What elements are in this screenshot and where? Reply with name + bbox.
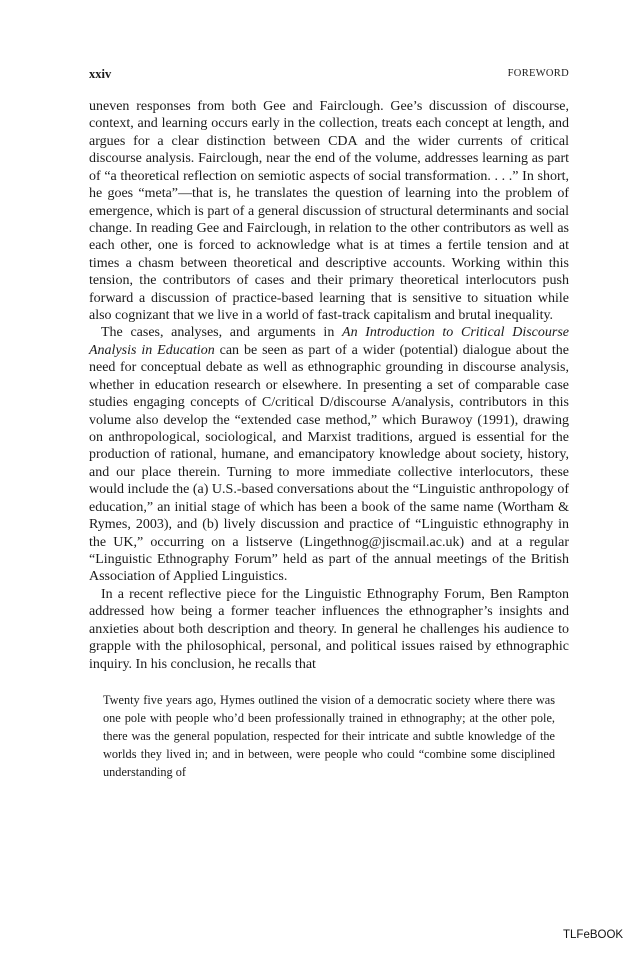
paragraph-3: In a recent reflective piece for the Linguistic Ethnography Forum, Ben Rampton addressed how being a former teacher influences the ethnographer’s insights and anxieties about both description and theory. In general he challenges his audience to grapple with the philosophical, personal, and political issues raised by ethnographic inquiry. In his conclusion, he recalls that bbox=[89, 586, 569, 672]
page-number: xxiv bbox=[89, 67, 112, 81]
paragraph-2-lead: The cases, analyses, and arguments in bbox=[101, 325, 343, 341]
footer-tag: TLFeBOOK bbox=[563, 929, 624, 941]
paragraph-2-rest: can be seen as part of a wider (potential) dialogue about the need for conceptual debate as well as ethnographic grounding in discourse analysis, whether in education research or elsewhere. In presenting a set of comparable case studies engaging concepts of C/critical D/discourse A/analysis, contributors in this volume also develop the “extended case method,” which Burawoy (1991), drawing on anthropological, sociological, and Marxist traditions, argued is essential for the production of rational, humane, and emancipatory knowledge about society, history, and our place therein. Turning to more immediate collective interlocutors, these would include the (a) U.S.-based conversations about the “Linguistic anthropology of education,” an initial stage of which has been a book of the same name (Wortham & Rymes, 2003), and (b) lively discussion and practice of “Linguistic ethnography in the UK,” occurring on a listserve (Lingethnog@jiscmail.ac.uk) and at a regular “Linguistic Ethnography Forum” held as part of the annual meetings of the British Association of Applied Linguistics. bbox=[89, 342, 569, 585]
paragraph-1: uneven responses from both Gee and Fairclough. Gee’s discussion of discourse, context, and learning occurs early in the collection, treats each concept at length, and argues for a clear distinction between CDA and the wider currents of critical discourse analysis. Fairclough, near the end of the volume, addresses learning as part of “a theoretical reflection on semiotic aspects of social transformation. . . .” In short, he goes “meta”—that is, he translates the question of learning into the problem of emergence, which is part of a general discussion of structural determinants and social change. In reading Gee and Fairclough, in relation to the other contributors as well as each other, one is forced to acknowledge what is at times a fertile tension and at times a chasm between theoretical and descriptive accounts. Working within this tension, the contributors of cases and their primary theoretical interlocutors push forward a discussion of practice-based learning that is sensitive to situation while also cognizant that we live in a world of fast-track capitalism and brutal inequality. bbox=[89, 99, 569, 324]
paragraph-2 bbox=[89, 324, 569, 585]
running-head bbox=[89, 67, 569, 83]
section-title: FOREWORD bbox=[507, 68, 569, 79]
book-title-italic: An Introduction to Critical Discourse Analysis in Education bbox=[89, 325, 569, 358]
block-quote: Twenty five years ago, Hymes outlined the vision of a democratic society where there was one pole with people who’d been professionally trained in ethnography; at the other pole, there was the general population, respected for their intricate and subtle knowledge of the worlds they lived in; and in between, were people who could “combine some disciplined understanding of bbox=[103, 692, 555, 780]
body-text bbox=[89, 98, 569, 781]
